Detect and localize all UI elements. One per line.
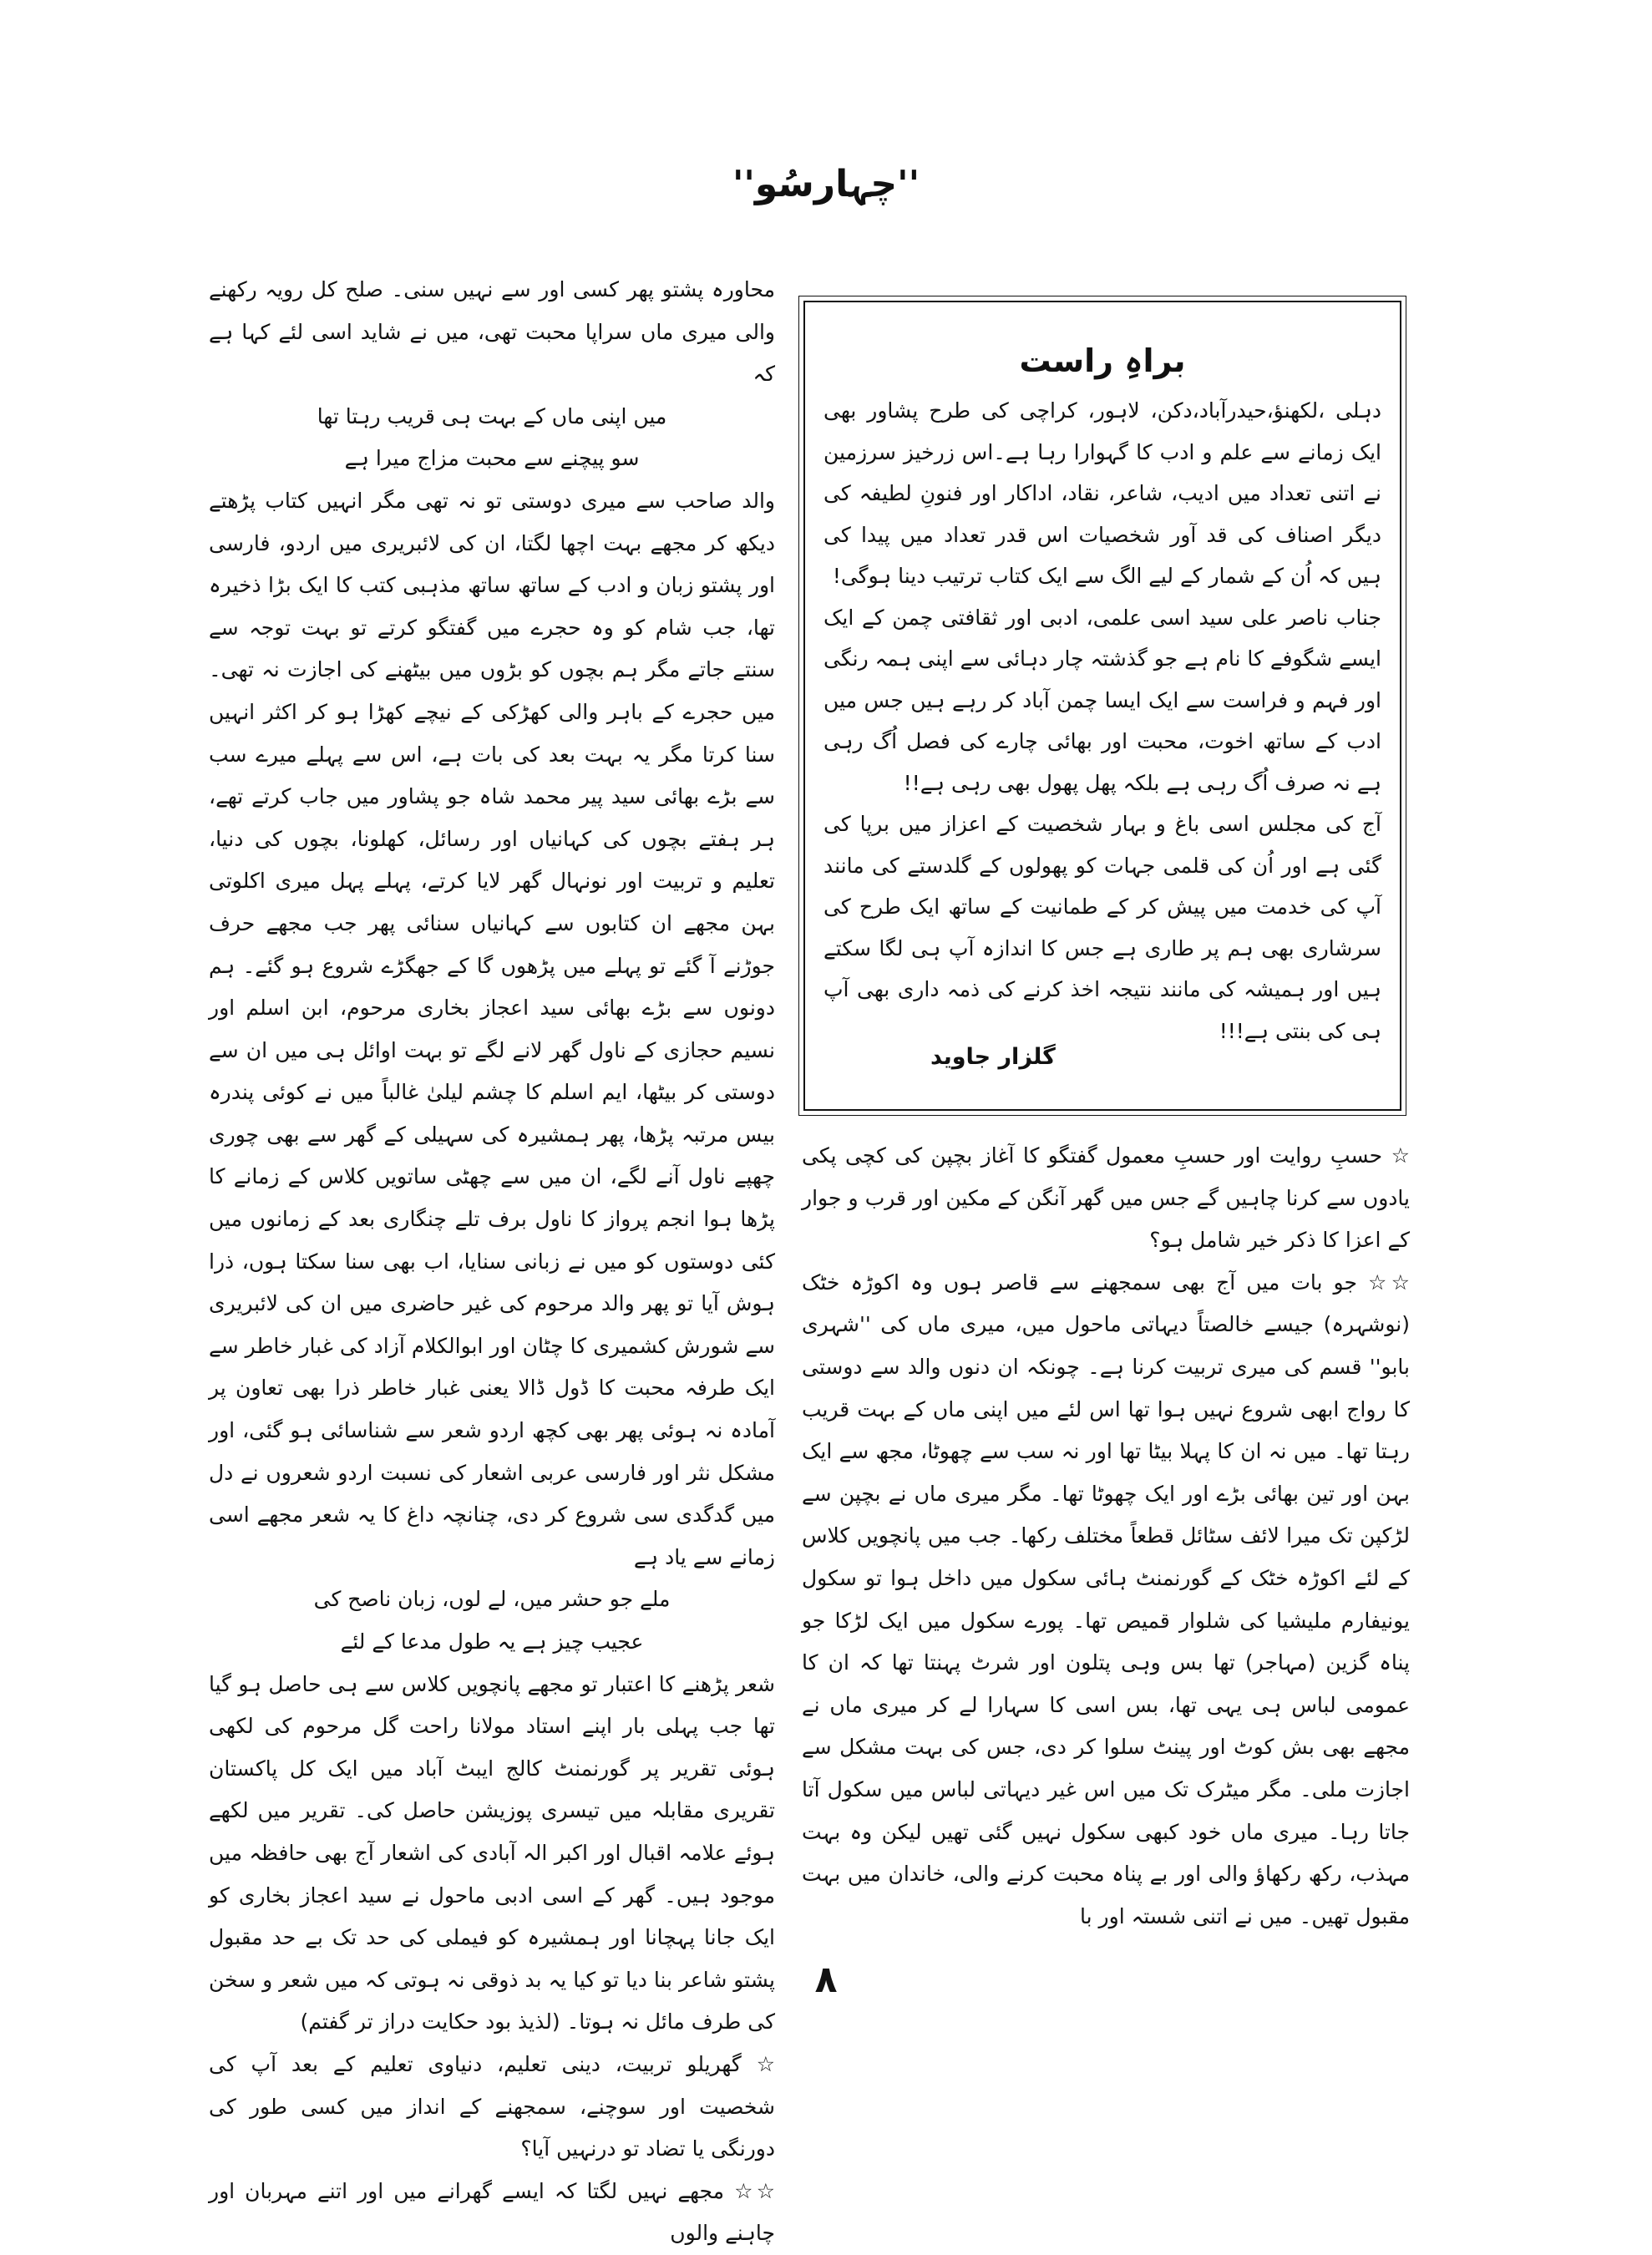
verse-line: میں اپنی ماں کے بہت ہی قریب رہتا تھا [317,403,667,428]
editorial-box [803,301,1401,1111]
left-column [209,269,775,2255]
interview-answer: ☆☆ جو بات میں آج بھی سمجھنے سے قاصر ہوں وہ اکوڑہ خٹک (نوشہرہ) جیسے خالصتاً دیہاتی ماحول میں، میری ماں کی ''شہری بابو'' قسم کی میری تربیت کرنا ہے۔ چونکہ ان دنوں والد سے دوستی کا رواج ابھی شروع نہیں ہوا تھا اس لئے میں اپنی ماں کے بہت قریب رہتا تھا۔ میں نہ ان کا پہلا بیٹا تھا اور نہ سب سے چھوٹا، مجھ سے ایک بہن اور تین بھائی بڑے اور ایک چھوٹا تھا۔ مگر میری ماں نے بچپن سے لڑکپن تک میرا لائف سٹائل قطعاً مختلف رکھا۔ جب میں پانچویں کلاس کے لئے اکوڑہ خٹک کے گورنمنٹ ہائی سکول میں داخل ہوا تو سکول یونیفارم ملیشیا کی شلوار قمیص تھا۔ پورے سکول میں ایک لڑکا جو پناہ گزین (مہاجر) تھا بس وہی پتلون اور شرٹ پہنتا تھا کہ ان کا عمومی لباس ہی یہی تھا، بس اسی کا سہارا لے کر میری ماں نے مجھے بھی بش کوٹ اور پینٹ سلوا کر دی، جس کی بہت مشکل سے اجازت ملی۔ مگر میٹرک تک میں اس غیر دیہاتی لباس میں سکول آتا جاتا رہا۔ میری ماں خود کبھی سکول نہیں گئی تھیں لیکن وہ بہت مہذب، رکھ رکھاؤ والی اور بے پناہ محبت کرنے والی، خاندان میں بہت مقبول تھیں۔ میں نے اتنی شستہ اور با [802,1269,1410,1928]
editorial-body [823,390,1381,1051]
editorial-title: براہِ راست [1019,342,1186,379]
intro-text: محاورہ پشتو پھر کسی اور سے نہیں سنی۔ صلح کل رویہ رکھنے والی میری ماں سراپا محبت تھی، میں نے شاید اسی لئے کہا ہے کہ [209,277,775,387]
editorial-signature: گلزار جاوید [930,1044,1056,1070]
interview-question: ☆ گھریلو تربیت، دینی تعلیم، دنیاوی تعلیم کے بعد آپ کی شخصیت اور سوچنے، سمجھنے کے انداز میں کسی طور کی دورنگی یا تضاد تو درنہیں آیا؟ [209,2051,775,2161]
body-paragraph: شعر پڑھنے کا اعتبار تو مجھے پانچویں کلاس سے ہی حاصل ہو گیا تھا جب پہلی بار اپنے استاد مولانا راحت گل مرحوم کی لکھی ہوئی تقریر پر گورنمنٹ کالج ایبٹ آباد میں ایک کل پاکستان تقریری مقابلہ میں تیسری پوزیشن حاصل کی۔ تقریر میں لکھے ہوئے علامہ اقبال اور اکبر الہ آبادی کی اشعار آج بھی حافظہ میں موجود ہیں۔ گھر کے اسی ادبی ماحول نے سید اعجاز بخاری کو ایک جانا پہچانا اور ہمشیرہ کو فیملی کی حد تک بے حد مقبول پشتو شاعر بنا دیا تو کیا یہ بد ذوقی نہ ہوتی کہ میں شعر و سخن کی طرف مائل نہ ہوتا۔ (لذیذ بود حکایت دراز تر گفتم) [209,1671,775,2035]
editorial-paragraph: دہلی ،لکھنؤ،حیدرآباد،دکن، لاہور، کراچی کی طرح پشاور بھی ایک زمانے سے علم و ادب کا گہوارا رہا ہے۔اس زرخیز سرزمین نے اتنی تعداد میں ادیب، شاعر، نقاد، اداکار اور فنونِ لطیفہ کی دیگر اصناف کی قد آور شخصیات اس قدر تعداد میں پیدا کی ہیں کہ اُن کے شمار کے لیے الگ سے ایک کتاب ترتیب دینا ہوگی! [823,398,1381,588]
interview-answer: ☆☆ مجھے نہیں لگتا کہ ایسے گھرانے میں اور اتنے مہربان اور چاہنے والوں [209,2178,775,2246]
verse-line: ملے جو حشر میں، لے لوں، زبان ناصح کی [313,1587,671,1612]
page-number: ۸ [814,1959,838,2001]
right-column [802,1135,1410,1938]
page-title: ''چہارسُو'' [732,163,920,205]
verse-line: عجیب چیز ہے یہ طول مدعا کے لئے [340,1629,644,1654]
interview-question: ☆ حسبِ روایت اور حسبِ معمول گفتگو کا آغاز بچپن کی کچی پکی یادوں سے کرنا چاہیں گے جس میں گھر آنگن کے مکین اور قرب و جوار کے اعزا کا ذکر خیر شامل ہو؟ [802,1143,1410,1253]
editorial-paragraph: جناب ناصر علی سید اسی علمی، ادبی اور ثقافتی چمن کے ایک ایسے شگوفے کا نام ہے جو گذشتہ چار دہائی سے اپنی ہمہ رنگی اور فہم و فراست سے ایک ایسا چمن آباد کر رہے ہیں جس میں ادب کے ساتھ اخوت، محبت اور بھائی چارے کی فصل اُگ رہی ہے نہ صرف اُگ رہی ہے بلکہ پھل پھول بھی رہی ہے!! [823,605,1381,795]
body-paragraph: والد صاحب سے میری دوستی تو نہ تھی مگر انہیں کتاب پڑھتے دیکھ کر مجھے بہت اچھا لگتا، ان کی لائبریری میں اردو، فارسی اور پشتو زبان و ادب کے ساتھ ساتھ مذہبی کتب کا ایک بڑا ذخیرہ تھا، جب شام کو وہ حجرے میں گفتگو کرتے تو بہت توجہ سے سنتے جاتے مگر ہم بچوں کو بڑوں میں بیٹھنے کی اجازت نہ تھی۔ میں حجرے کے باہر والی کھڑکی کے نیچے کھڑا ہو کر اکثر انہیں سنا کرتا مگر یہ بہت بعد کی بات ہے، اس سے پہلے میرے سب سے بڑے بھائی سید پیر محمد شاہ جو پشاور میں جاب کرتے تھے، ہر ہفتے بچوں کی کہانیاں اور رسائل، کھلونا، بچوں کی دنیا، تعلیم و تربیت اور نونہال گھر لایا کرتے، پہلے پہل میری اکلوتی بہن مجھے ان کتابوں سے کہانیاں سنائی پھر جب مجھے حرف جوڑنے آ گئے تو پہلے میں پڑھوں گا کے جھگڑے شروع ہو گئے۔ ہم دونوں سے بڑے بھائی سید اعجاز بخاری مرحوم، ابن اسلم اور نسیم حجازی کے ناول گھر لانے لگے تو بہت اوائل ہی میں ان سے دوستی کر بیٹھا، ایم اسلم کا چشم لیلیٰ غالباً میں نے کوئی پندرہ بیس مرتبہ پڑھا، پھر ہمشیرہ کی سہیلی کے گھر سے بھی چوری چھپے ناول آنے لگے، ان میں سے چھٹی ساتویں کلاس کے زمانے کا پڑھا ہوا انجم پرواز کا ناول برف تلے چنگاری بعد کے زمانوں میں کئی دوستوں کو میں نے زبانی سنایا، اب بھی سنا سکتا ہوں، ذرا ہوش آیا تو پھر والد مرحوم کی غیر حاضری میں ان کی لائبریری سے شورش کشمیری کا چٹان اور ابوالکلام آزاد کی غبار خاطر سے ایک طرفہ محبت کا ڈول ڈالا یعنی غبار خاطر ذرا بھی تعاون پر آمادہ نہ ہوئی پھر بھی کچھ اردو شعر سے شناسائی ہو گئی، اور مشکل نثر اور فارسی عربی اشعار کی نسبت اردو شعروں نے دل میں گدگدی سی شروع کر دی، چنانچہ داغ کا یہ شعر مجھے اسی زمانے سے یاد ہے [209,488,775,1569]
editorial-paragraph: آج کی مجلس اسی باغ و بہار شخصیت کے اعزاز میں برپا کی گئی ہے اور اُن کی قلمی جہات کو پھولوں کے گلدستے کی مانند آپ کی خدمت میں پیش کر کے طمانیت کے ساتھ ایک طرح کی سرشاری بھی ہم پر طاری ہے جس کا اندازہ آپ ہی لگا سکتے ہیں اور ہمیشہ کی مانند نتیجہ اخذ کرنے کی ذمہ داری بھی آپ ہی کی بنتی ہے!!! [823,812,1381,1043]
verse-line: سو پیچنے سے محبت مزاج میرا ہے [344,446,640,471]
